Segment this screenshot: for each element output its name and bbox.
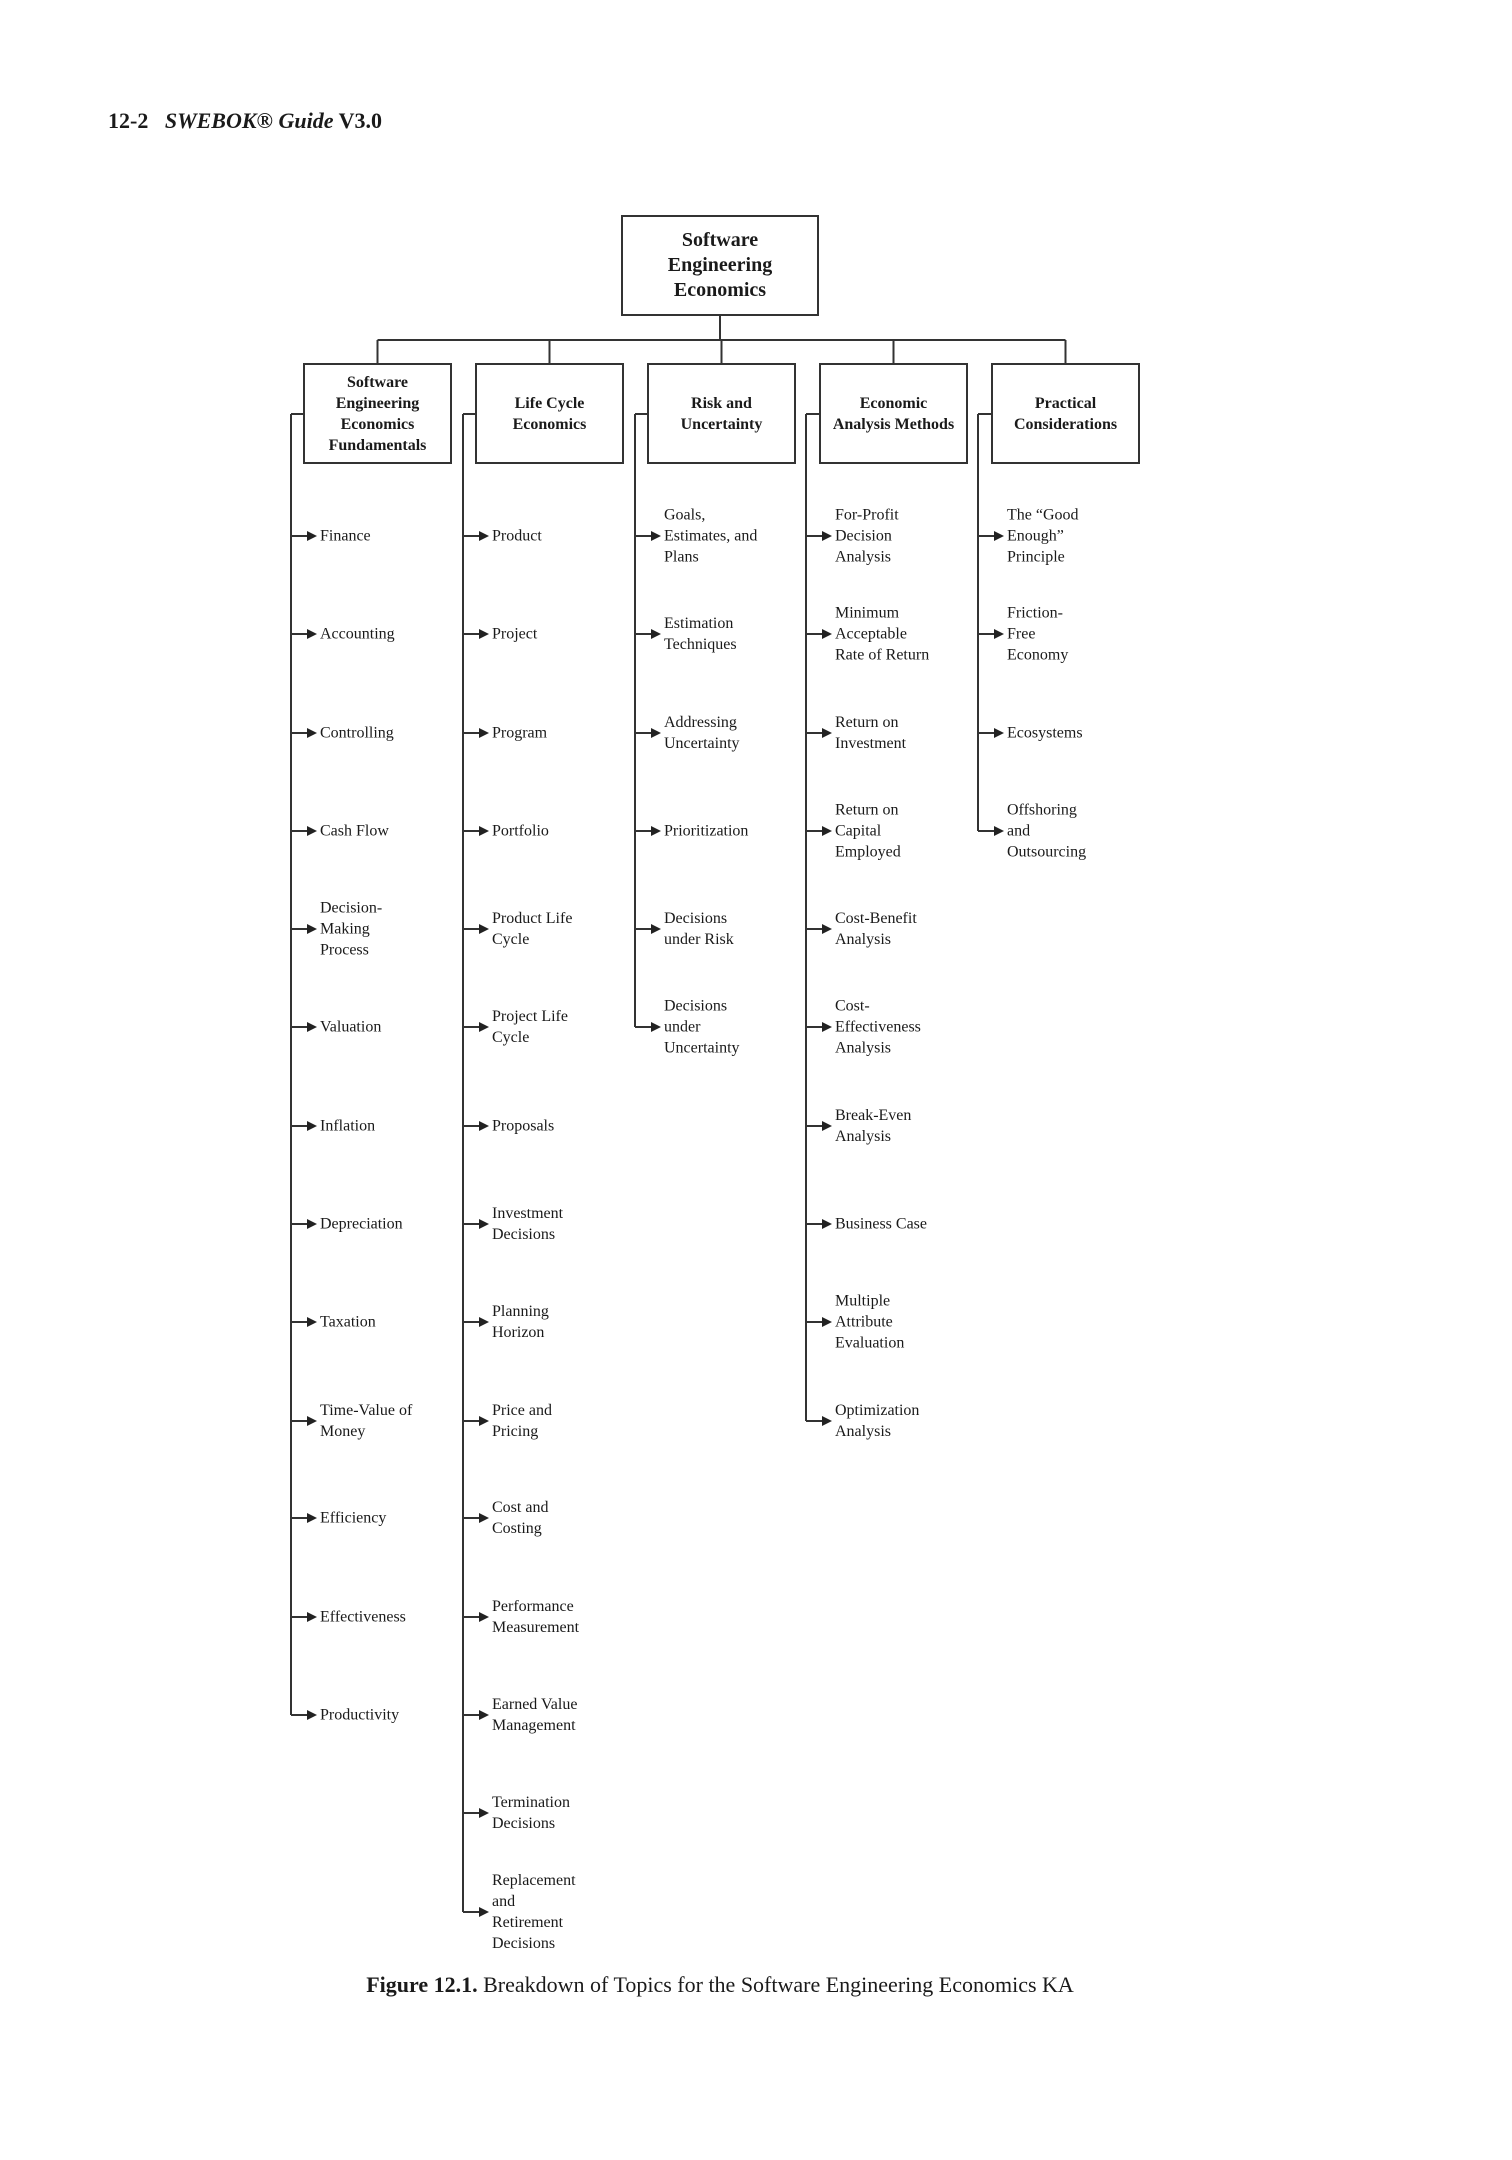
item-arrowhead — [479, 1317, 489, 1327]
topic-item: Addressing Uncertainty — [664, 714, 740, 752]
item-arrowhead — [822, 1416, 832, 1426]
item-arrowhead — [822, 531, 832, 541]
root-node — [621, 215, 819, 316]
category-label: Economic Analysis Methods — [832, 394, 955, 433]
topic-item: Accounting — [320, 625, 395, 643]
topic-item: Planning Horizon — [492, 1303, 549, 1341]
topic-item: Effectiveness — [320, 1608, 406, 1626]
item-arrowhead — [479, 1612, 489, 1622]
item-arrowhead — [479, 924, 489, 934]
guide-version: V3.0 — [338, 108, 382, 133]
item-arrowhead — [479, 531, 489, 541]
item-arrowhead — [822, 924, 832, 934]
topic-item: Price and Pricing — [492, 1402, 552, 1440]
item-arrowhead — [479, 629, 489, 639]
topic-item: Prioritization — [664, 822, 749, 840]
item-arrowhead — [651, 531, 661, 541]
topic-item: Portfolio — [492, 822, 549, 840]
item-arrowhead — [994, 531, 1004, 541]
item-arrowhead — [307, 1121, 317, 1131]
topic-item: Minimum Acceptable Rate of Return — [835, 604, 930, 664]
item-arrowhead — [307, 1022, 317, 1032]
item-arrowhead — [822, 826, 832, 836]
item-arrowhead — [307, 531, 317, 541]
topic-item: Product — [492, 527, 542, 545]
item-arrowhead — [479, 826, 489, 836]
topic-item: Cash Flow — [320, 822, 389, 840]
category-label: Life Cycle Economics — [512, 394, 587, 433]
topic-item: Break-Even Analysis — [835, 1107, 912, 1145]
item-arrowhead — [479, 1808, 489, 1818]
topic-item: Multiple Attribute Evaluation — [835, 1292, 905, 1352]
topic-item: Termination Decisions — [492, 1794, 570, 1832]
item-arrowhead — [479, 1907, 489, 1917]
item-arrowhead — [307, 1416, 317, 1426]
item-arrowhead — [479, 1513, 489, 1523]
figure-caption — [0, 1972, 1440, 1998]
category-box — [819, 363, 968, 464]
category-label: Software Engineering Economics Fundamentals — [328, 373, 427, 454]
category-box — [647, 363, 796, 464]
topic-item: Return on Investment — [835, 714, 907, 752]
item-arrowhead — [307, 1219, 317, 1229]
topic-item: The “Good Enough” Principle — [1007, 506, 1079, 566]
item-arrowhead — [994, 826, 1004, 836]
topic-item: Cost and Costing — [492, 1499, 549, 1537]
item-arrowhead — [651, 924, 661, 934]
topic-item: Productivity — [320, 1706, 400, 1724]
topic-item: Decision- Making Process — [320, 899, 383, 959]
item-arrowhead — [307, 1513, 317, 1523]
topic-item: Cost- Effectiveness Analysis — [835, 997, 921, 1057]
category-box — [991, 363, 1140, 464]
topic-item: Performance Measurement — [492, 1598, 580, 1636]
category-label: Risk and Uncertainty — [680, 394, 763, 433]
item-arrowhead — [479, 1022, 489, 1032]
topic-item: Goals, Estimates, and Plans — [664, 506, 758, 566]
item-arrowhead — [651, 728, 661, 738]
item-arrowhead — [307, 826, 317, 836]
topic-item: Program — [492, 724, 548, 742]
item-arrowhead — [479, 1121, 489, 1131]
topic-item: Return on Capital Employed — [835, 801, 901, 861]
topic-item: Efficiency — [320, 1509, 387, 1527]
item-arrowhead — [822, 1317, 832, 1327]
topic-item: Valuation — [320, 1018, 382, 1036]
topic-item: Business Case — [835, 1215, 927, 1233]
topic-item: Product Life Cycle — [492, 910, 573, 948]
figure-label: Figure 12.1. — [366, 1972, 478, 1997]
item-arrowhead — [479, 1416, 489, 1426]
topic-item: Project — [492, 625, 538, 643]
topic-item: Estimation Techniques — [664, 615, 737, 653]
topic-item: Optimization Analysis — [835, 1402, 920, 1440]
topic-item: Investment Decisions — [492, 1205, 564, 1243]
item-arrowhead — [479, 1710, 489, 1720]
topic-item: Finance — [320, 527, 371, 545]
topic-item: Replacement and Retirement Decisions — [492, 1872, 576, 1952]
item-arrowhead — [479, 1219, 489, 1229]
item-arrowhead — [307, 1612, 317, 1622]
category-box — [475, 363, 624, 464]
item-arrowhead — [822, 1121, 832, 1131]
item-arrowhead — [822, 629, 832, 639]
topic-item: Decisions under Risk — [664, 910, 734, 948]
category-box — [303, 363, 452, 464]
topic-item: Decisions under Uncertainty — [664, 997, 740, 1057]
topic-item: Offshoring and Outsourcing — [1007, 801, 1087, 861]
root-node-label: Software Engineering Economics — [667, 229, 773, 301]
figure-caption-text: Breakdown of Topics for the Software Engineering Economics KA — [477, 1972, 1074, 1997]
item-arrowhead — [994, 728, 1004, 738]
topic-item: Time-Value of Money — [320, 1402, 413, 1440]
topic-item: Friction- Free Economy — [1007, 604, 1069, 664]
item-arrowhead — [994, 629, 1004, 639]
guide-name: SWEBOK® Guide — [164, 108, 334, 133]
topic-item: Ecosystems — [1007, 724, 1083, 742]
category-label: Practical Considerations — [1013, 394, 1118, 433]
item-arrowhead — [651, 1022, 661, 1032]
item-arrowhead — [307, 924, 317, 934]
topic-item: Inflation — [320, 1117, 376, 1135]
topic-item: Cost-Benefit Analysis — [835, 910, 917, 948]
item-arrowhead — [651, 826, 661, 836]
topic-item: Proposals — [492, 1117, 555, 1135]
item-arrowhead — [479, 728, 489, 738]
item-arrowhead — [307, 1710, 317, 1720]
item-arrowhead — [822, 1219, 832, 1229]
topic-item: Project Life Cycle — [492, 1008, 568, 1046]
topic-item: Controlling — [320, 724, 394, 742]
item-arrowhead — [822, 728, 832, 738]
topic-item: Depreciation — [320, 1215, 403, 1233]
item-arrowhead — [307, 629, 317, 639]
topic-item: Earned Value Management — [492, 1696, 578, 1734]
item-arrowhead — [822, 1022, 832, 1032]
page-number: 12-2 — [108, 108, 149, 133]
item-arrowhead — [651, 629, 661, 639]
topic-item: Taxation — [320, 1313, 376, 1331]
item-arrowhead — [307, 728, 317, 738]
topic-item: For-Profit Decision Analysis — [835, 506, 899, 566]
item-arrowhead — [307, 1317, 317, 1327]
